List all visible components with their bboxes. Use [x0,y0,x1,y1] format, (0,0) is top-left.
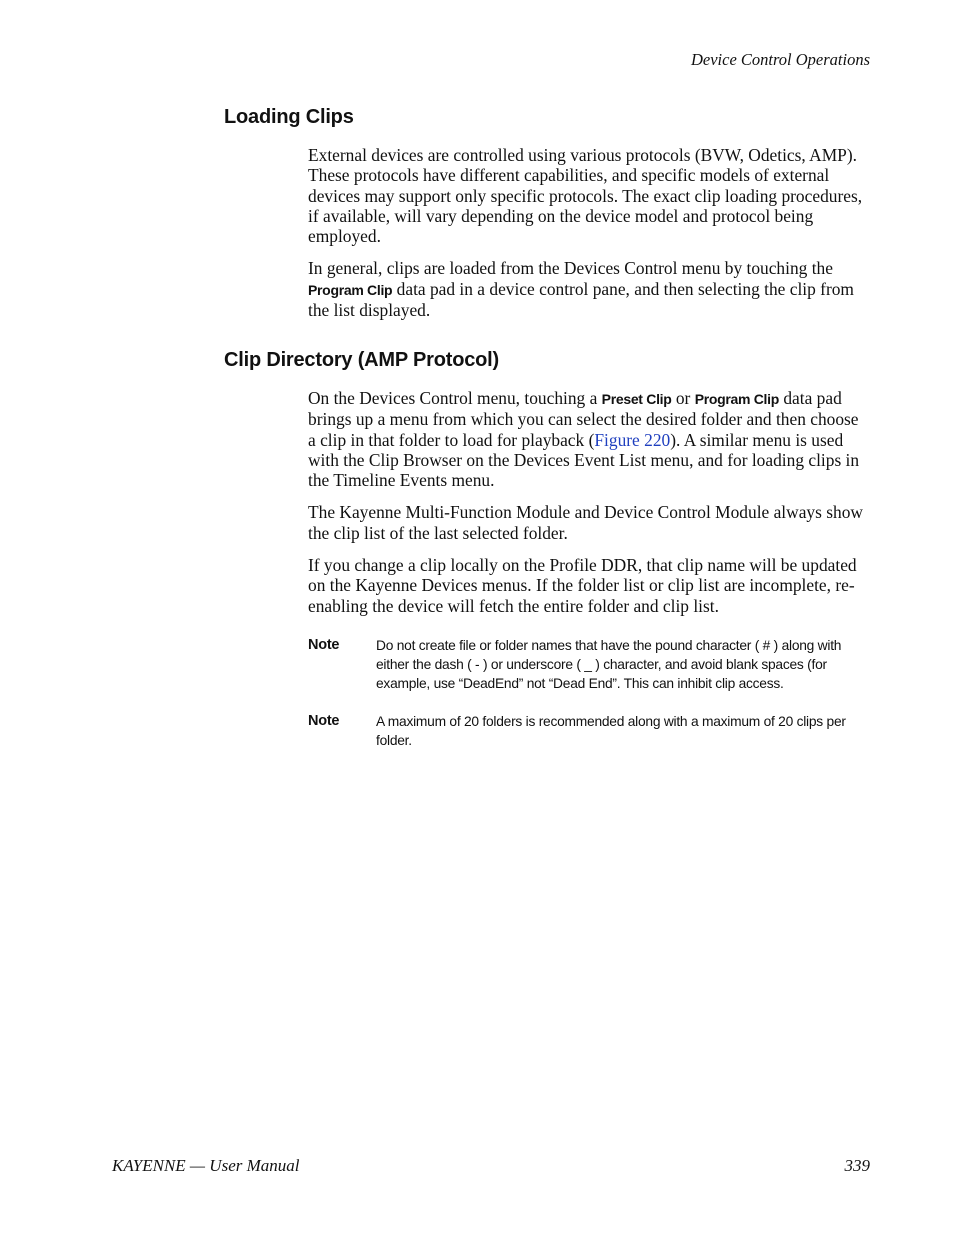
section-heading-clip-directory: Clip Directory (AMP Protocol) [224,349,499,371]
paragraph-text: ). A similar menu is used with the Clip Browser on the Devices Event List menu, and for loading clips in the Timeline Events menu. [308,429,860,491]
note-text: Do not create file or folder names that have the pound character ( # ) along with either the dash ( - ) or underscore ( _ ) character, and avoid blank spaces (for example, use “DeadEnd” not “Dead End”. This can inhibit clip access. [376,638,842,691]
paragraph-text: On the Devices Control menu, touching a [308,388,602,408]
paragraph-text: data pad in a device control pane, and then selecting the clip from the list displayed. [308,278,854,321]
note-label: Note [308,637,340,653]
clip-directory-body [308,388,870,628]
page-number: 339 [844,1156,870,1175]
ui-term-program-clip: Program Clip [694,391,779,407]
ui-term-preset-clip: Preset Clip [601,391,672,407]
note-label: Note [308,713,340,729]
section-heading-loading-clips: Loading Clips [224,106,354,128]
paragraph [308,388,870,490]
paragraph: If you change a clip locally on the Profile DDR, that clip name will be updated on the Kayenne Devices menus. If the folder list or clip list are incomplete, re-enabling the device will fetch the entire folder and clip list. [308,555,857,616]
figure-link[interactable]: Figure 220 [594,429,671,450]
note-text: A maximum of 20 folders is recommended along with a maximum of 20 clips per folder. [376,714,846,748]
ui-term-program-clip: Program Clip [308,281,393,298]
note-block [308,636,870,693]
paragraph-text: or [671,388,695,408]
paragraph-text: data pad brings up a menu from which you can select the desired folder and then choose a clip in that folder to load for playback ( [308,388,859,450]
paragraph: External devices are controlled using various protocols (BVW, Odetics, AMP). These protocols have different capabilities, and specific models of external devices may support only specific protocols. The exact clip loading procedures, if available, will vary depending on the device model and protocol being employed. [308,145,863,247]
paragraph [308,258,870,320]
note-block [308,712,870,750]
paragraph: The Kayenne Multi-Function Module and Device Control Module always show the clip list of the last selected folder. [308,502,863,543]
running-header: Device Control Operations [690,50,870,69]
footer-manual-title: KAYENNE — User Manual [112,1156,300,1175]
loading-clips-body [308,145,870,332]
paragraph-text: In general, clips are loaded from the Devices Control menu by touching the [308,258,833,279]
